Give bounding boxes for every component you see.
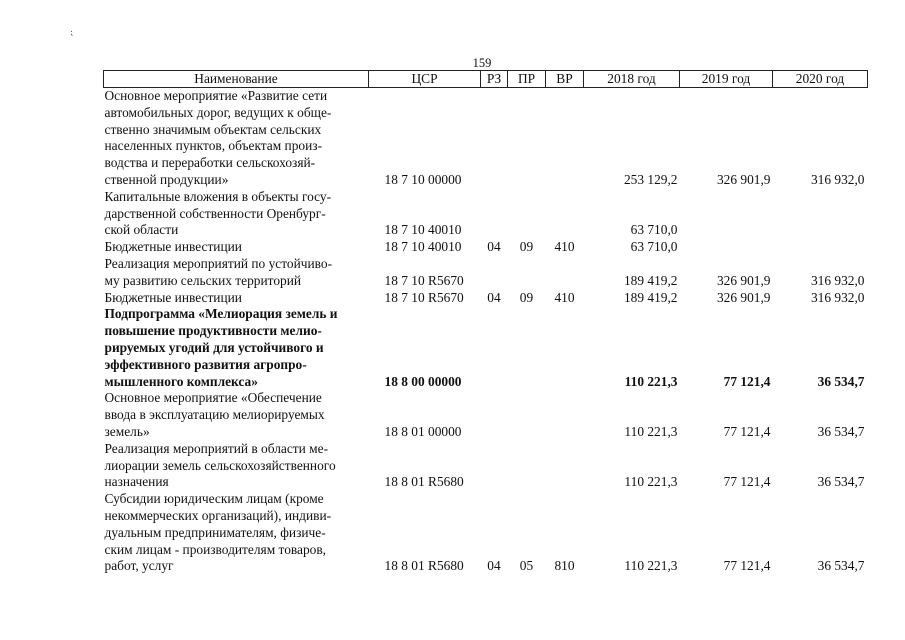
- header-csr: ЦСР: [369, 71, 481, 88]
- row-vr: [546, 256, 584, 290]
- row-pr: [508, 390, 546, 440]
- row-csr: 18 7 10 40010: [384, 239, 462, 255]
- table-body: [104, 88, 868, 576]
- row-2020: 36 534,7: [817, 474, 865, 490]
- row-name: Реализация мероприятий в области ме- лиорации земель сельскохозяйственного назначения: [104, 440, 336, 490]
- row-2018: 189 419,2: [623, 289, 678, 305]
- row-vr: [546, 189, 584, 239]
- table-header-row: [104, 71, 868, 88]
- table-row: [104, 256, 868, 290]
- row-2018: 253 129,2: [623, 171, 678, 187]
- row-name: Подпрограмма «Мелиорация земель и повышение продуктивности мелио- рируемых угодий для устойчивого и эффективного развития агропро- мышленного комплекса»: [104, 306, 338, 389]
- row-name: Бюджетные инвестиции: [104, 289, 242, 305]
- row-rz: [481, 390, 508, 440]
- row-2019: [680, 189, 773, 239]
- row-vr: 410: [554, 289, 575, 305]
- row-rz: 04: [487, 289, 501, 305]
- row-csr: 18 8 01 R5680: [384, 558, 464, 574]
- row-2018: 110 221,3: [624, 474, 678, 490]
- row-vr: [546, 88, 584, 189]
- row-2018: 189 419,2: [623, 272, 678, 288]
- header-pr: ПР: [508, 71, 546, 88]
- table-row: [104, 88, 868, 189]
- table-row: [104, 290, 868, 307]
- row-rz: 04: [487, 558, 501, 574]
- row-csr: 18 7 10 R5670: [384, 272, 464, 288]
- row-vr: 810: [554, 558, 575, 574]
- row-2020: [773, 189, 868, 239]
- row-pr: [508, 256, 546, 290]
- row-2019: 77 121,4: [723, 474, 771, 490]
- row-2020: 36 534,7: [817, 558, 865, 574]
- row-2019: 77 121,4: [723, 423, 771, 439]
- table-row: [104, 189, 868, 239]
- row-2019: 326 901,9: [716, 289, 771, 305]
- row-csr: 18 7 10 R5670: [384, 289, 464, 305]
- row-csr: 18 7 10 00000: [384, 171, 462, 187]
- header-vr: ВР: [546, 71, 584, 88]
- row-2020: 316 932,0: [810, 289, 865, 305]
- row-2018: 63 710,0: [630, 239, 678, 255]
- row-rz: [481, 306, 508, 390]
- row-2019: 77 121,4: [723, 558, 771, 574]
- row-vr: [546, 390, 584, 440]
- row-name: Реализация мероприятий по устойчиво- му развитию сельских территорий: [104, 255, 333, 288]
- header-2020: 2020 год: [773, 71, 868, 88]
- margin-mark: ⁏: [70, 27, 74, 37]
- row-pr: [508, 189, 546, 239]
- row-2020: [773, 239, 868, 256]
- row-name: Капитальные вложения в объекты госу- дарственной собственности Оренбург- ской области: [104, 188, 332, 238]
- header-2019: 2019 год: [680, 71, 773, 88]
- row-2018: 110 221,3: [624, 558, 678, 574]
- table-row: [104, 239, 868, 256]
- row-vr: 410: [554, 239, 575, 255]
- row-2019: 77 121,4: [723, 373, 771, 389]
- table-row: [104, 491, 868, 575]
- row-2020: 316 932,0: [810, 272, 865, 288]
- row-name: Субсидии юридическим лицам (кроме некоммерческих организаций), индиви- дуальным предпринимателям, физиче- ским лицам - производителям товаров, работ, услуг: [104, 491, 332, 574]
- row-csr: 18 7 10 40010: [384, 222, 462, 238]
- row-2020: 316 932,0: [810, 171, 865, 187]
- row-rz: [481, 88, 508, 189]
- row-2019: [680, 239, 773, 256]
- row-csr: 18 8 01 00000: [384, 423, 462, 439]
- row-2018: 110 221,3: [624, 423, 678, 439]
- row-2018: 110 221,3: [624, 373, 678, 389]
- row-rz: [481, 256, 508, 290]
- row-pr: [508, 306, 546, 390]
- row-csr: 18 8 01 R5680: [384, 474, 464, 490]
- row-2020: 36 534,7: [817, 373, 865, 389]
- row-rz: 04: [487, 239, 501, 255]
- row-pr: [508, 441, 546, 491]
- table-row: [104, 390, 868, 440]
- row-pr: [508, 88, 546, 189]
- row-vr: [546, 306, 584, 390]
- row-2018: 63 710,0: [630, 222, 678, 238]
- table-row: [104, 306, 868, 390]
- row-vr: [546, 441, 584, 491]
- row-csr: 18 8 00 00000: [384, 373, 462, 389]
- header-2018: 2018 год: [584, 71, 680, 88]
- row-2020: 36 534,7: [817, 423, 865, 439]
- row-pr: 09: [519, 289, 534, 305]
- row-pr: 05: [519, 558, 534, 574]
- row-pr: 09: [519, 239, 534, 255]
- row-name: Основное мероприятие «Развитие сети автомобильных дорог, ведущих к обще- ственно значимым объектам сельских населенных пунктов, объектам произ- водства и переработки сельскохозяй- ственной продукции»: [104, 88, 332, 187]
- budget-table: [103, 70, 868, 575]
- page-number: 159: [472, 56, 492, 70]
- row-name: Основное мероприятие «Обеспечение ввода в эксплуатацию мелиорируемых земель»: [104, 390, 325, 439]
- row-name: Бюджетные инвестиции: [104, 239, 242, 255]
- row-rz: [481, 441, 508, 491]
- row-2019: 326 901,9: [716, 171, 771, 187]
- header-rz: РЗ: [481, 71, 508, 88]
- row-rz: [481, 189, 508, 239]
- table-row: [104, 441, 868, 491]
- header-name: Наименование: [104, 71, 369, 88]
- row-2019: 326 901,9: [716, 272, 771, 288]
